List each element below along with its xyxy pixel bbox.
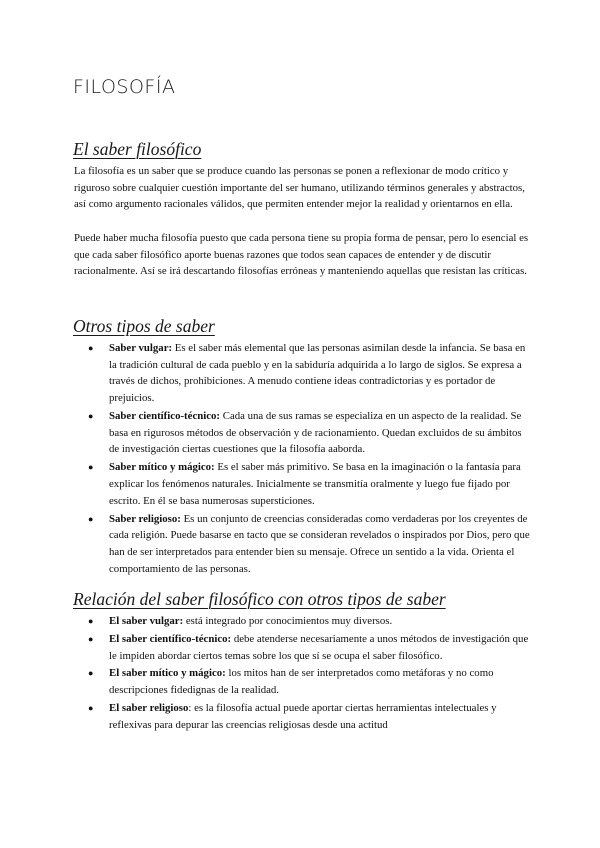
bullet-icon: ● <box>88 668 94 679</box>
item-text: está integrado por conocimientos muy diversos. <box>183 615 393 627</box>
list-otros-tipos <box>74 340 530 579</box>
bullet-icon: ● <box>88 462 94 473</box>
list-item <box>74 459 530 509</box>
item-text: Cada una de sus ramas se especializa en un aspecto de la realidad. Se basa en rigurosos métodos de observación y de racionamiento. Quedan excluidos de su ámbitos de investigación ciertas cuestiones que la filosofía aaborda. <box>109 410 522 456</box>
item-text: : es la filosofía actual puede aportar ciertas herramientas intelectuales y reflexivas para depurar las creencias religiosas desde una actitud <box>109 702 497 731</box>
paragraph-definicion: La filosofía es un saber que se produce cuando las personas se ponen a reflexionar de modo crítico y riguroso sobre cualquier cuestión importante del ser humano, utilizando términos generales y abstractos, así como argumento racionales válidos, que permiten entender mejor la realidad y orientarnos en ella. <box>74 165 525 211</box>
list-item <box>74 340 530 407</box>
list-item <box>74 665 530 698</box>
list-relacion <box>74 613 530 735</box>
item-term: Saber religioso: <box>109 512 181 525</box>
bullet-icon: ● <box>88 411 94 421</box>
item-term: Saber mítico y mágico: <box>109 461 215 474</box>
bullet-icon: ● <box>88 343 94 353</box>
item-term: El saber mítico y mágico: <box>109 667 226 680</box>
item-term: Saber científico-técnico: <box>109 410 221 422</box>
list-item <box>74 613 530 630</box>
heading-saber-filosofico: El saber filosófico <box>73 139 202 159</box>
paragraph-razones: Puede haber mucha filosofía puesto que cada persona tiene su propia forma de pensar, pero lo esencial es que cada saber filosófico aporte buenas razones que todos sean capaces de entender y de discutir racionalmente. Así se irá descartando filosofías erróneas y manteniendo aquellas que resistan las críticas. <box>74 232 529 278</box>
item-text: Es el saber más elemental que las personas asimilan desde la infancia. Se basa en la tradición cultural de cada pueblo y en la sabiduría adquirida a lo largo de siglos. Se expresa a través de dichos, prohibiciones. A menudo contiene ideas contradictorias y es portador de prejuicios. <box>109 342 526 405</box>
list-item <box>74 511 530 578</box>
list-item <box>74 631 530 664</box>
item-term: El saber científico-técnico: <box>109 632 232 645</box>
item-term: El saber vulgar: <box>109 615 184 627</box>
item-text: debe atenderse necesariamente a unos métodos de investigación que le impiden abordar ciertos temas sobre los que sí se ocupa el saber filosófico. <box>109 632 529 662</box>
list-item <box>74 408 530 458</box>
item-term: El saber religioso <box>109 702 189 715</box>
bullet-icon: ● <box>88 616 94 626</box>
item-text: Es un conjunto de creencias consideradas como verdaderas por los creyentes de cada religión. Puede basarse en tacto que se consideran revelados o inspirados por Dios, pero que han de ser interpretados para entender bien su mensaje. Ofrece un sentido a la vida. Orienta el comportamiento de las personas. <box>109 512 530 575</box>
list-item <box>74 700 530 733</box>
item-text: los mitos han de ser interpretados como metáforas y no como descripciones fidedignas de la realidad. <box>109 667 494 697</box>
bullet-icon: ● <box>88 703 94 714</box>
heading-relacion: Relación del saber filosófico con otros tipos de saber <box>73 589 446 609</box>
item-text: Es el saber más primitivo. Se basa en la imaginación o la fantasía para explicar los fenómenos naturales. Inicialmente se transmitía oralmente y luego fue fijado por escrito. En él se basa numerosas supersticiones. <box>109 461 521 507</box>
heading-otros-tipos: Otros tipos de saber <box>73 316 215 336</box>
page-title: FILOSOFÍA <box>73 76 176 98</box>
item-term: Saber vulgar: <box>109 342 173 354</box>
bullet-icon: ● <box>88 633 94 644</box>
bullet-icon: ● <box>88 513 94 524</box>
